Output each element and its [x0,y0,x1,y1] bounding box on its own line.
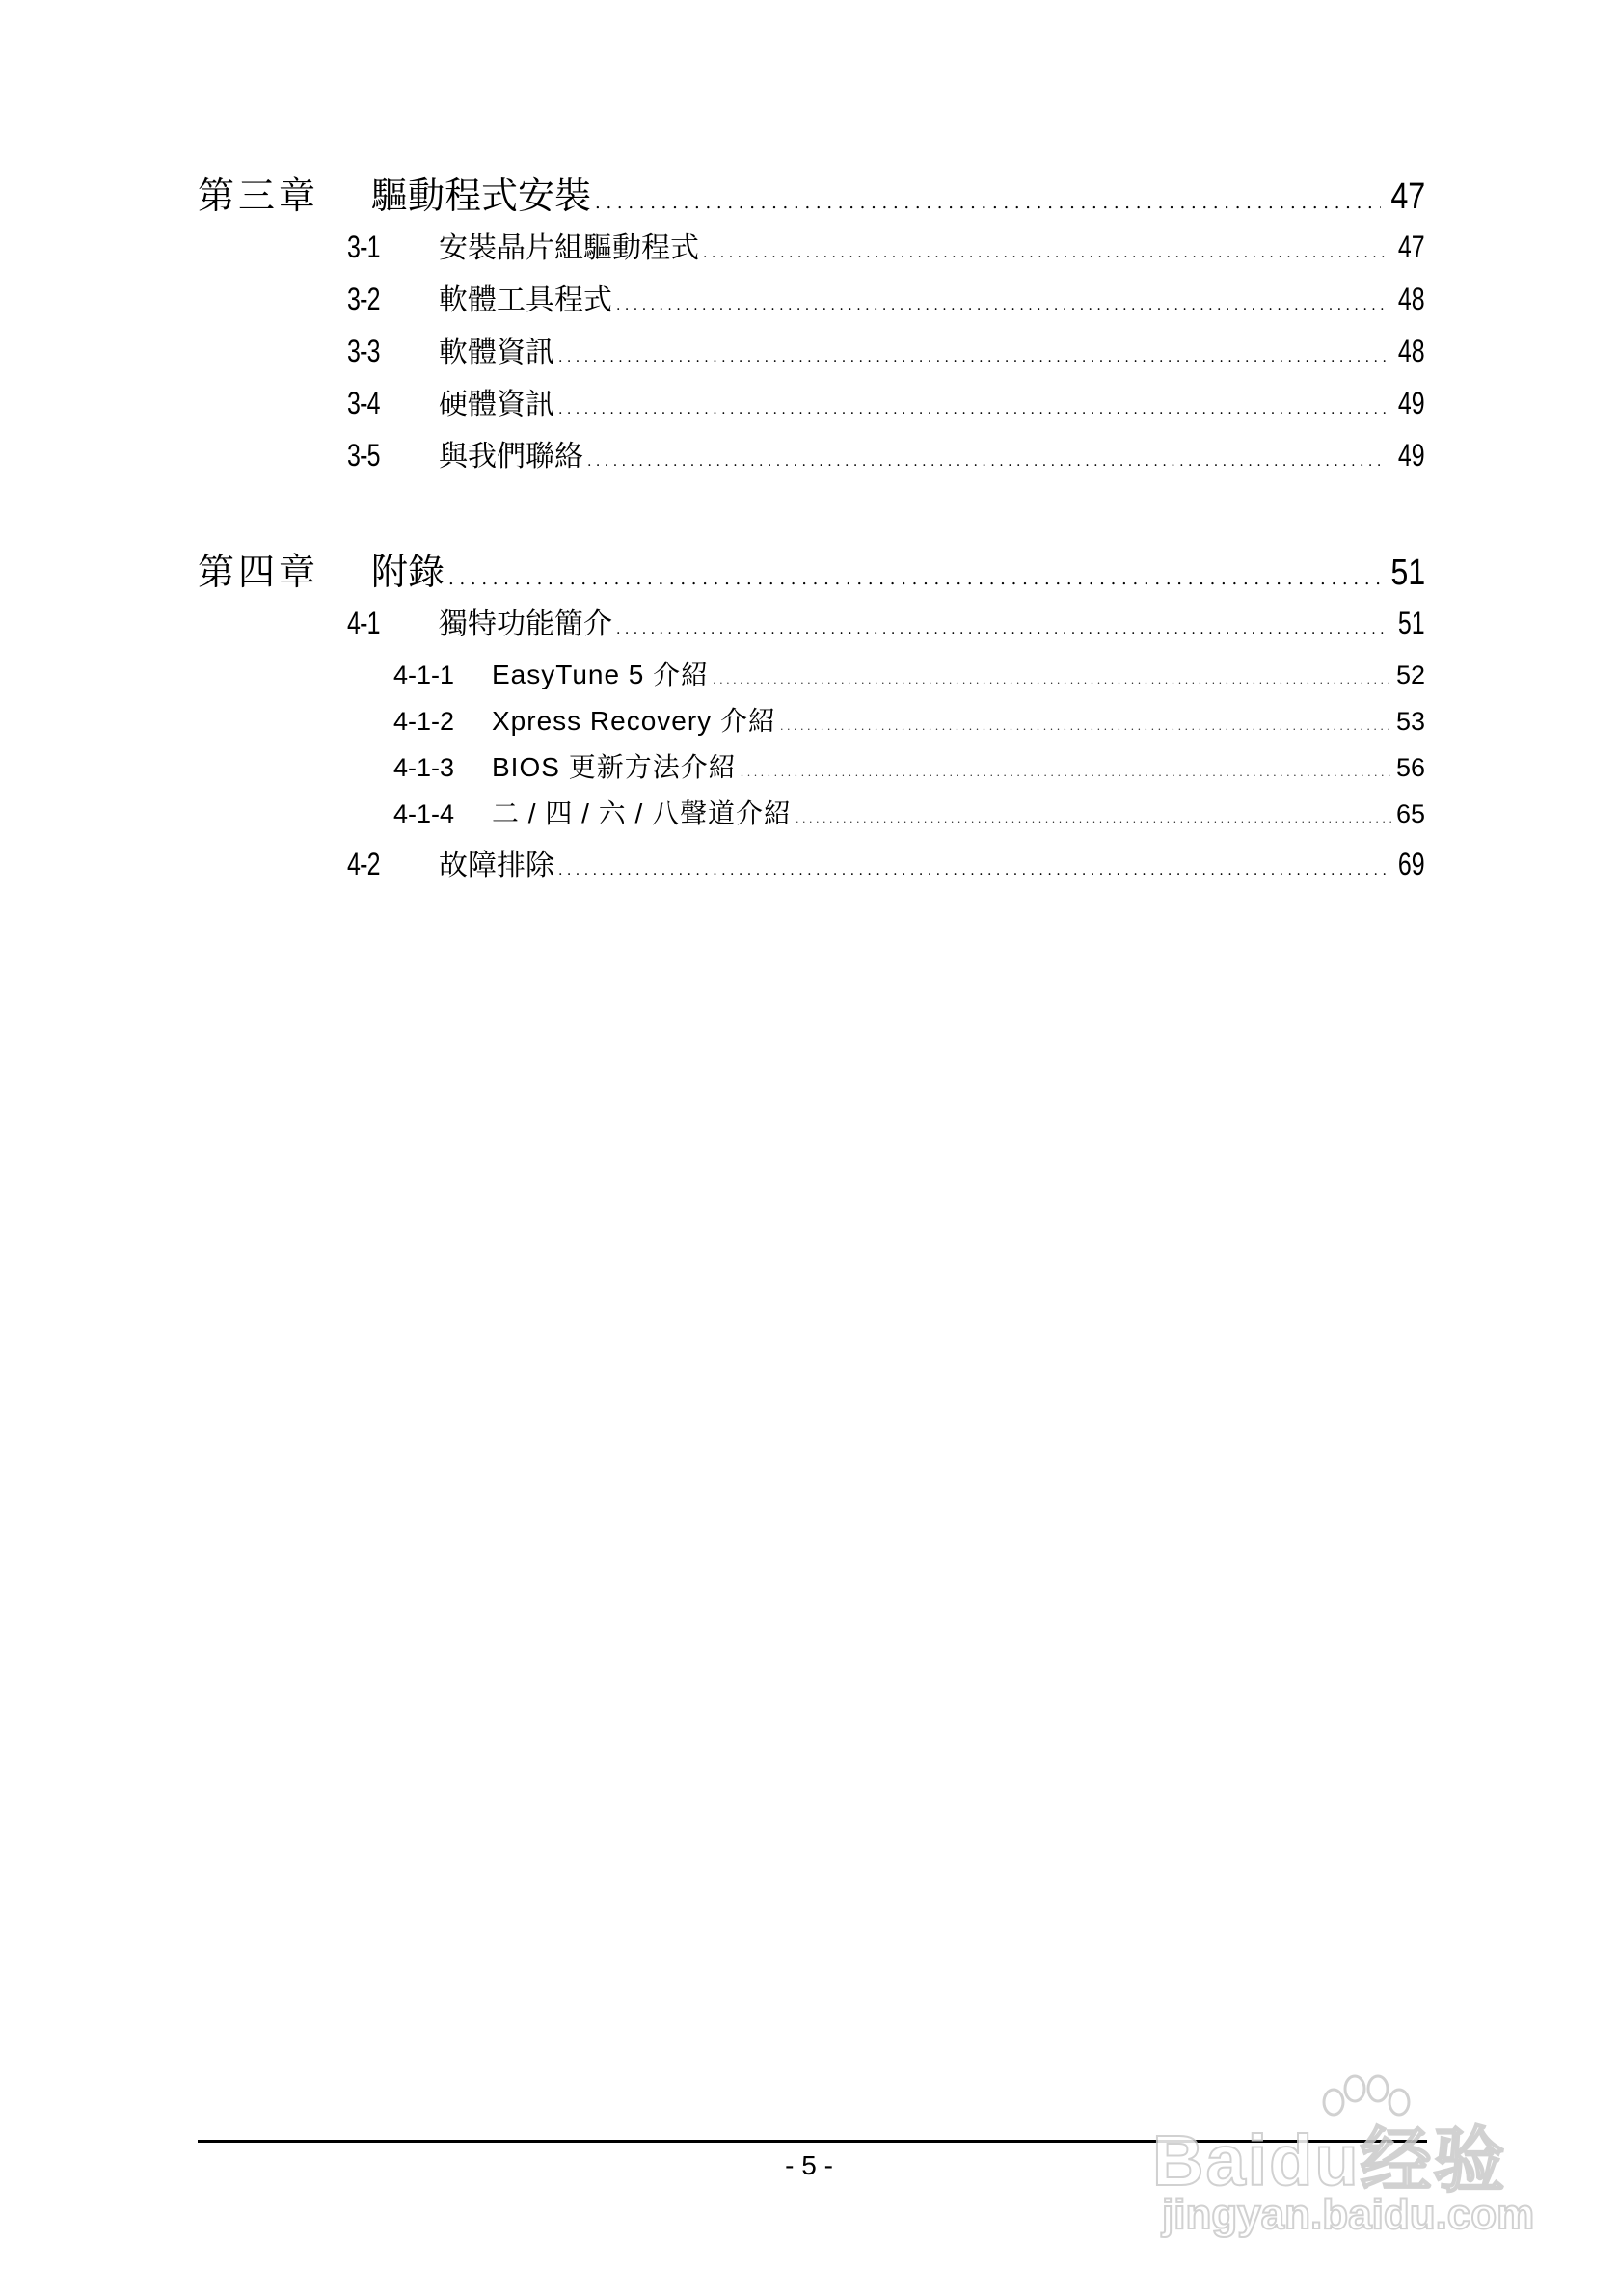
section-title: 安裝晶片組驅動程式 [439,231,699,265]
dot-leader [616,622,1387,637]
dot-leader [703,246,1387,261]
subsection-number: 4-1-4 [393,799,455,828]
toc-section-3-4[interactable] [347,380,1425,422]
baidu-watermark [1152,2083,1538,2256]
section-title: 硬體資訊 [439,388,554,421]
toc-section-4-1[interactable] [347,600,1425,642]
subsection-title: BIOS 更新方法介紹 [492,752,737,782]
subsection-number: 4-1-2 [393,707,455,736]
section-title: 軟體工具程式 [439,284,612,317]
toc-subsection-4-1-2[interactable] [393,700,1425,739]
toc-subsection-4-1-3[interactable] [393,746,1425,785]
toc-subsection-4-1-4[interactable] [393,793,1425,831]
toc-subsection-4-1-1[interactable] [393,654,1425,692]
subsection-title: 二 / 四 / 六 / 八聲道介紹 [492,798,793,828]
toc-section-3-3[interactable] [347,328,1425,370]
section-number: 3-3 [347,334,380,368]
dot-leader [448,569,1381,589]
toc-section-3-1[interactable] [347,224,1425,266]
section-title: 獨特功能簡介 [439,608,612,641]
page-number: 51 [1398,606,1425,640]
section-title: 故障排除 [439,849,554,882]
chapter-label: 第三章 [198,175,320,217]
page-number: 47 [1398,230,1425,264]
page-number: 48 [1398,282,1425,316]
toc-section-4-2[interactable] [347,841,1425,883]
section-title: 軟體資訊 [439,336,554,369]
section-title: 與我們聯絡 [439,440,583,473]
section-number: 3-2 [347,282,380,316]
section-number: 3-1 [347,230,380,264]
page-number: 49 [1398,438,1425,473]
section-number: 4-1 [347,606,380,640]
toc-chapter-3[interactable] [198,166,1425,219]
page-number: 48 [1398,334,1425,368]
toc-section-3-5[interactable] [347,432,1425,474]
watermark-url: jingyan.baidu.com [1162,2191,1535,2238]
page-number: 56 [1395,753,1425,782]
chapter-label: 第四章 [198,551,320,593]
footer-page-number: - 5 - [785,2150,833,2180]
dot-leader [558,863,1387,878]
dot-leader [796,813,1392,825]
page-number: 69 [1398,847,1425,881]
section-number: 3-5 [347,438,380,473]
dot-leader [558,402,1387,418]
subsection-title: Xpress Recovery 介紹 [492,706,776,736]
dot-leader [713,674,1392,687]
subsection-number: 4-1-1 [393,661,455,689]
dot-leader [616,298,1387,313]
page-number: 65 [1395,799,1425,828]
dot-leader [587,454,1387,470]
page-number: 53 [1395,707,1425,736]
chapter-title: 驅動程式安裝 [371,175,592,217]
subsection-number: 4-1-3 [393,753,455,782]
dot-leader [595,193,1381,213]
watermark-brand: Baidu经验 [1152,2120,1507,2201]
page-number: 52 [1395,661,1425,689]
toc-section-3-2[interactable] [347,276,1425,318]
section-number: 4-2 [347,847,380,881]
dot-leader [558,350,1387,365]
dot-leader [741,767,1392,779]
subsection-title: EasyTune 5 介紹 [492,660,710,689]
section-number: 3-4 [347,386,380,420]
page-number: 49 [1398,386,1425,420]
page-number: 51 [1390,553,1425,593]
toc-chapter-4[interactable] [198,542,1425,595]
chapter-title: 附錄 [371,551,445,593]
dot-leader [780,720,1392,733]
page-number: 47 [1390,176,1425,217]
